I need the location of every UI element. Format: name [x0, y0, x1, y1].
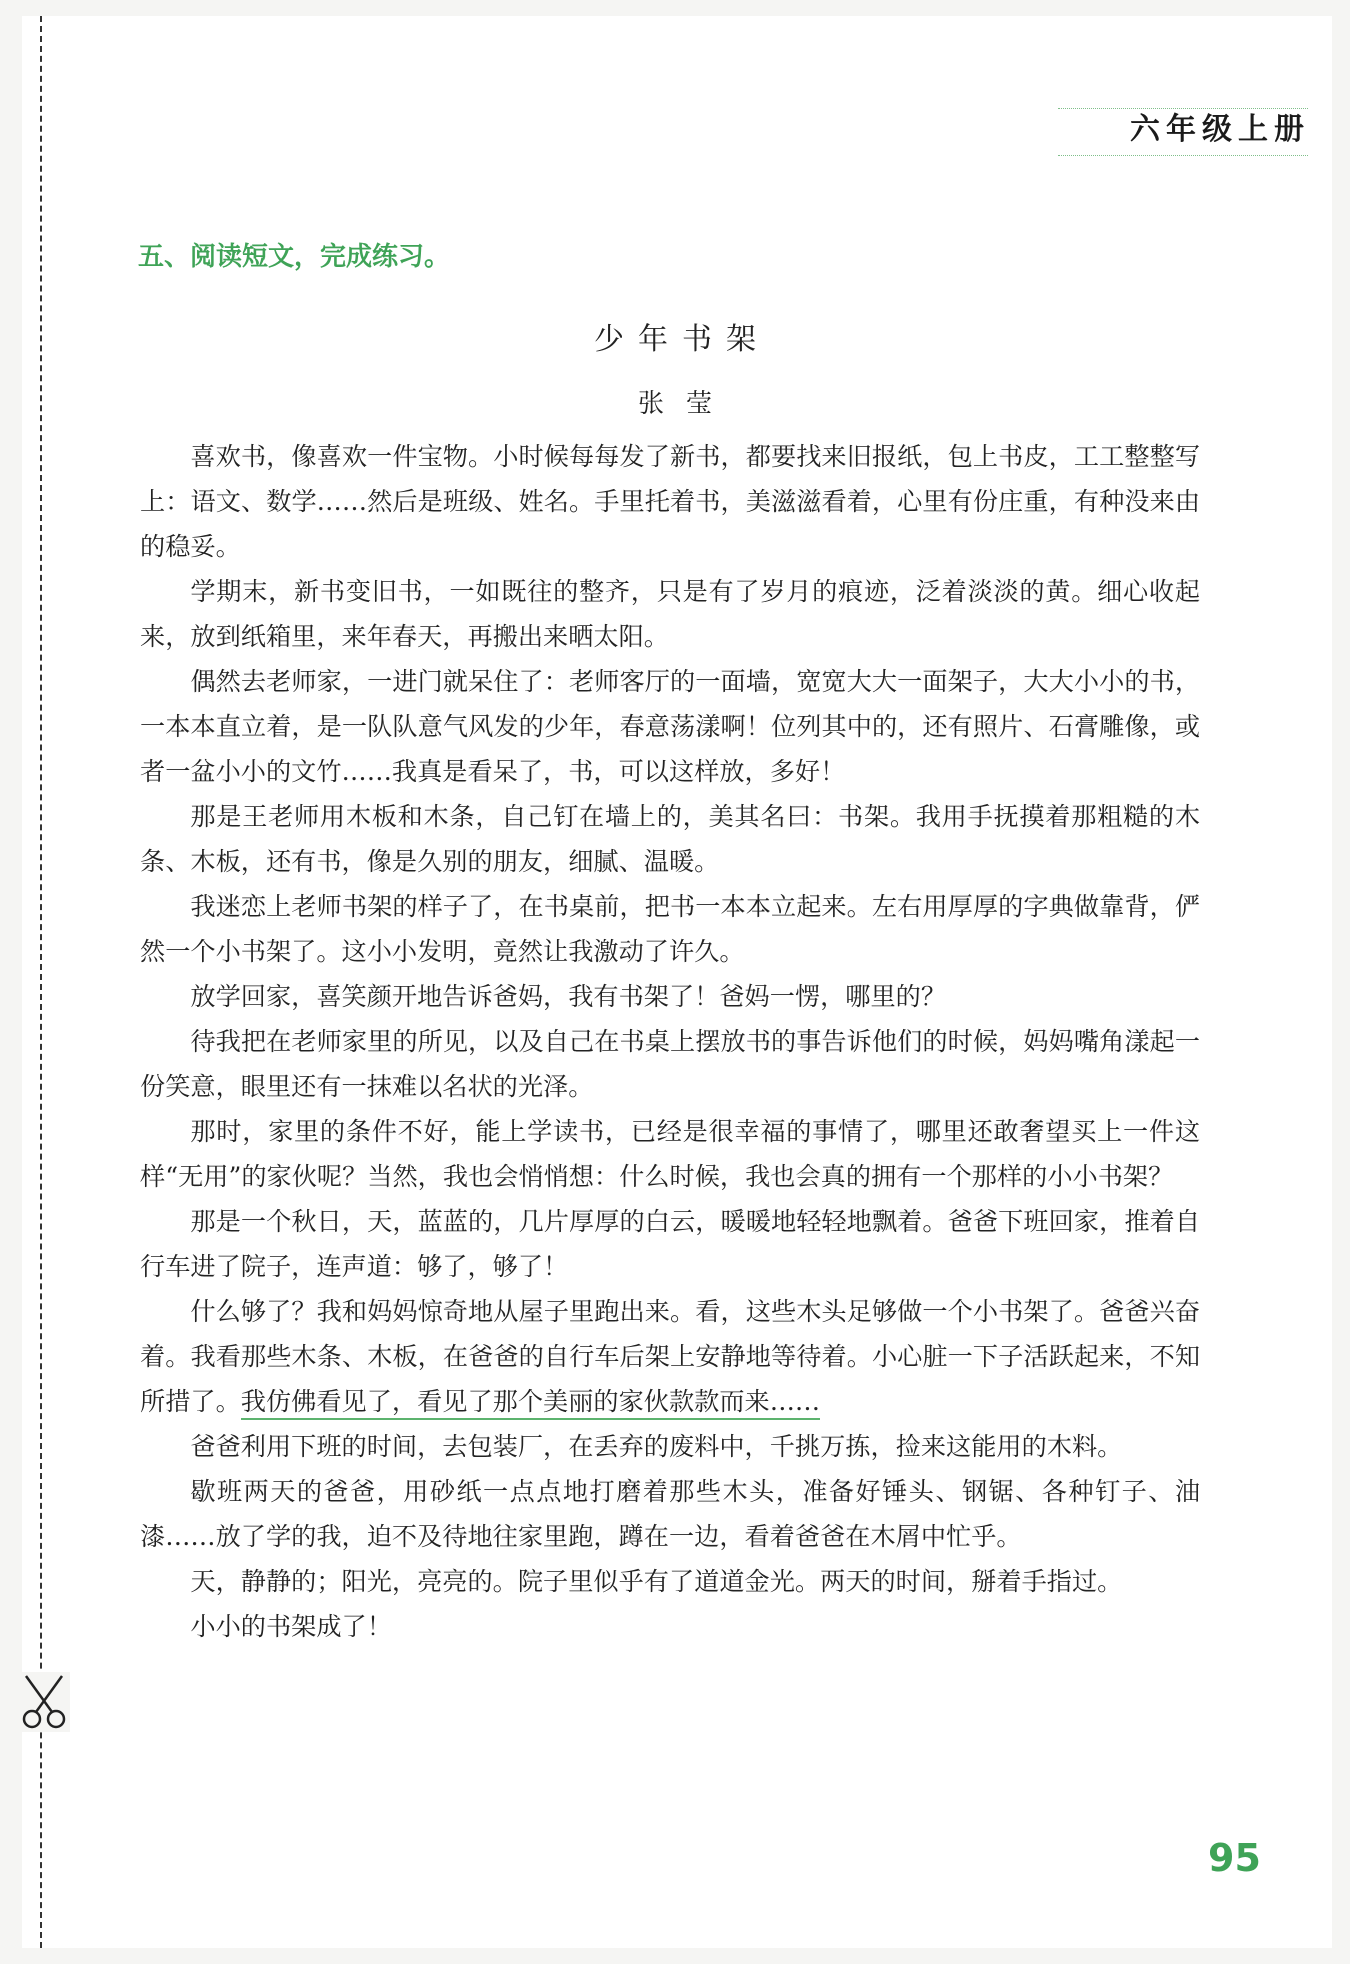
article-author: 张莹 [637, 389, 734, 419]
paragraph-with-underline [140, 1289, 1200, 1424]
paragraph: 放学回家，喜笑颜开地告诉爸妈，我有书架了！爸妈一愣，哪里的？ [190, 982, 947, 1011]
scissors-icon [18, 1672, 70, 1732]
paragraph: 待我把在老师家里的所见，以及自己在书桌上摆放书的事告诉他们的时候，妈妈嘴角漾起一份笑意，眼里还有一抹难以名状的光泽。 [140, 1027, 1200, 1101]
paragraph: 歇班两天的爸爸，用砂纸一点点地打磨着那些木头，准备好锤头、钢锯、各种钉子、油漆……放了学的我，迫不及待地往家里跑，蹲在一边，看着爸爸在木屑中忙乎。 [140, 1477, 1200, 1551]
dashed-cut-line [40, 16, 42, 1948]
paragraph: 爸爸利用下班的时间，去包装厂，在丢弃的废料中，千挑万拣，捡来这能用的木料。 [190, 1432, 1123, 1461]
article-title: 少年书架 [594, 322, 770, 357]
paragraph: 那是王老师用木板和木条，自己钉在墙上的，美其名曰：书架。我用手抚摸着那粗糙的木条、木板，还有书，像是久别的朋友，细腻、温暖。 [140, 802, 1200, 876]
page-number: 95 [1208, 1836, 1261, 1880]
paragraph: 那是一个秋日，天，蓝蓝的，几片厚厚的白云，暖暖地轻轻地飘着。爸爸下班回家，推着自行车进了院子，连声道：够了，够了！ [140, 1207, 1200, 1281]
paragraph: 偶然去老师家，一进门就呆住了：老师客厅的一面墙，宽宽大大一面架子，大大小小的书，一本本直立着，是一队队意气风发的少年，春意荡漾啊！位列其中的，还有照片、石膏雕像，或者一盆小小的文竹……我真是看呆了，书，可以这样放，多好！ [140, 667, 1200, 786]
paragraph: 学期末，新书变旧书，一如既往的整齐，只是有了岁月的痕迹，泛着淡淡的黄。细心收起来，放到纸箱里，来年春天，再搬出来晒太阳。 [140, 577, 1200, 651]
paragraph-text: 什么够了？我和妈妈惊奇地从屋子里跑出来。看，这些木头足够做一个小书架了。爸爸兴奋着。我看那些木条、木板，在爸爸的自行车后架上安静地等待着。小心脏一下子活跃起来，不知所措了。 [140, 1297, 1200, 1416]
paragraph: 小小的书架成了！ [190, 1612, 392, 1641]
paragraph: 喜欢书，像喜欢一件宝物。小时候每每发了新书，都要找来旧报纸，包上书皮，工工整整写上：语文、数学……然后是班级、姓名。手里托着书，美滋滋看着，心里有份庄重，有种没来由的稳妥。 [140, 442, 1200, 561]
paragraph: 那时，家里的条件不好，能上学读书，已经是很幸福的事情了，哪里还敢奢望买上一件这样“无用”的家伙呢？当然，我也会悄悄想：什么时候，我也会真的拥有一个那样的小小书架？ [140, 1117, 1200, 1191]
paragraph: 我迷恋上老师书架的样子了，在书桌前，把书一本本立起来。左右用厚厚的字典做靠背，俨然一个小书架了。这小小发明，竟然让我激动了许久。 [140, 892, 1200, 966]
article-body [140, 434, 1200, 1649]
grade-label: 六年级上册 [1130, 112, 1310, 147]
paragraph: 天，静静的；阳光，亮亮的。院子里似乎有了道道金光。两天的时间，掰着手指过。 [190, 1567, 1123, 1596]
section-heading: 五、阅读短文，完成练习。 [138, 242, 451, 272]
underlined-sentence: 我仿佛看见了，看见了那个美丽的家伙款款而来…… [241, 1387, 820, 1420]
